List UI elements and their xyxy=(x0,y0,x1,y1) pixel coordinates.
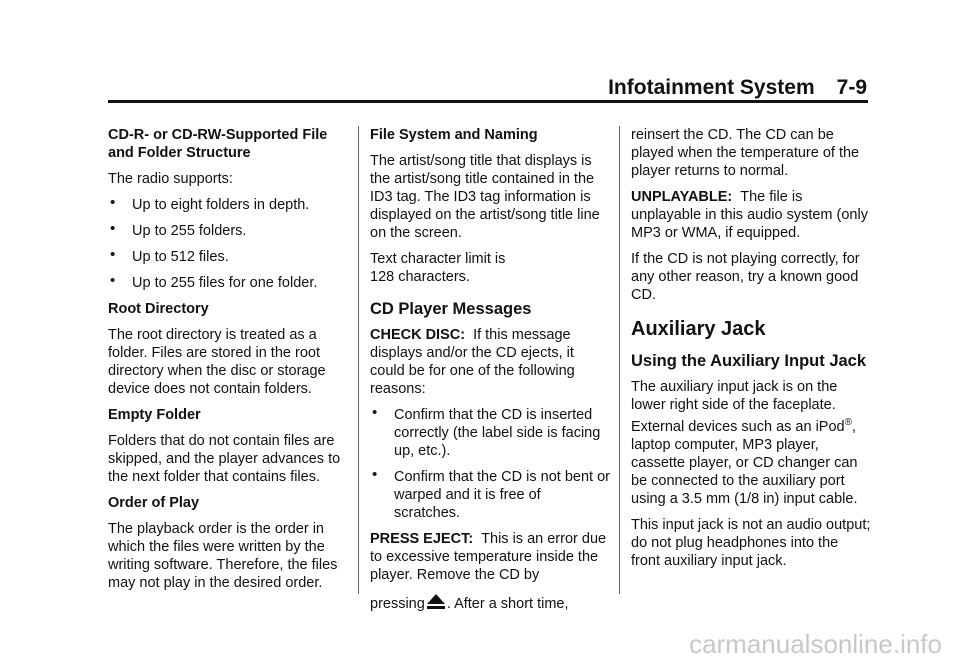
column-middle xyxy=(370,126,610,623)
list-item: • Up to 255 files for one folder. xyxy=(108,274,348,292)
press-eject-continued xyxy=(370,592,610,615)
cd-messages-heading: CD Player Messages xyxy=(370,300,532,318)
auxiliary-input-subheading: Using the Auxiliary Input Jack xyxy=(631,352,867,370)
header-text xyxy=(608,76,867,100)
pressing-text: pressing xyxy=(370,596,425,612)
check-disc-paragraph xyxy=(370,326,610,398)
root-directory-heading: Root Directory xyxy=(108,301,209,317)
empty-folder-text: Folders that do not contain files are skipped, and the player advances to the next folder that contains files. xyxy=(108,433,341,485)
list-item: • Up to 255 folders. xyxy=(108,222,348,240)
radio-supports-intro: The radio supports: xyxy=(108,171,233,187)
character-limit-line-1: Text character limit is xyxy=(370,251,506,267)
list-item: • Up to eight folders in depth. xyxy=(108,196,348,214)
unplayable-text: The file is unplayable in this audio system (only MP3 or WMA, if equipped. xyxy=(631,189,868,241)
auxiliary-jack-heading: Auxiliary Jack xyxy=(631,318,766,340)
auxiliary-input-text xyxy=(631,378,871,508)
reinsert-text: reinsert the CD. The CD can be played when the temperature of the player returns to normal. xyxy=(631,127,860,179)
check-disc-text: If this message displays and/or the CD ejects, it could be for one of the following reasons: xyxy=(370,327,575,397)
column-right xyxy=(631,126,871,578)
unplayable-paragraph xyxy=(631,188,871,242)
press-eject-text: This is an error due to excessive temperature inside the player. Remove the CD by xyxy=(370,531,607,583)
order-of-play-heading: Order of Play xyxy=(108,495,200,511)
column-divider xyxy=(358,126,359,594)
press-eject-paragraph xyxy=(370,530,610,584)
unplayable-label: UNPLAYABLE: xyxy=(631,189,733,205)
supports-list xyxy=(108,196,348,292)
empty-folder-heading: Empty Folder xyxy=(108,407,201,423)
eject-icon xyxy=(426,592,446,615)
fallback-text: If the CD is not playing correctly, for any other reason, try a known good CD. xyxy=(631,251,860,303)
header-rule xyxy=(108,100,868,103)
aux-text-part-1: The auxiliary input jack is on the lower right side of the faceplate. External devices such as an iPod xyxy=(631,379,845,435)
column-divider xyxy=(619,126,620,594)
press-eject-label: PRESS EJECT: xyxy=(370,531,474,547)
file-structure-heading: CD-R- or CD-RW-Supported File and Folder Structure xyxy=(108,127,328,161)
order-of-play-text: The playback order is the order in which the files were written by the writing software. Therefore, the files may not play in the desired order. xyxy=(108,521,338,591)
watermark: carmanualsonline.info xyxy=(689,629,942,659)
registered-mark: ® xyxy=(844,417,852,428)
after-short-time-text: . After a short time, xyxy=(446,596,569,612)
list-item: • Up to 512 files. xyxy=(108,248,348,266)
character-limit-text xyxy=(370,250,610,286)
list-item: • Confirm that the CD is not bent or warped and it is free of scratches. xyxy=(370,468,610,522)
input-jack-warning: This input jack is not an audio output; do not plug headphones into the front auxiliary input jack. xyxy=(631,516,871,569)
file-system-text: The artist/song title that displays is the artist/song title contained in the ID3 tag. The ID3 tag information is displayed on the artist/song title line on the screen. xyxy=(370,153,600,241)
character-limit-line-2: 128 characters. xyxy=(370,269,470,285)
column-left xyxy=(108,126,348,600)
check-disc-label: CHECK DISC: xyxy=(370,327,466,343)
root-directory-text: The root directory is treated as a folder. Files are stored in the root directory when the disc or storage device does not contain folders. xyxy=(108,327,326,397)
list-item: • Confirm that the CD is inserted correctly (the label side is facing up, etc.). xyxy=(370,406,610,460)
aux-text-part-2: , laptop computer, MP3 player, cassette player, or CD changer can be connected to the auxiliary port using a 3.5 mm (1/8 in) input cable. xyxy=(631,418,858,507)
file-system-heading: File System and Naming xyxy=(370,127,538,143)
page-number: 7-9 xyxy=(836,76,867,99)
check-disc-list xyxy=(370,406,610,522)
section-title: Infotainment System xyxy=(608,76,815,99)
